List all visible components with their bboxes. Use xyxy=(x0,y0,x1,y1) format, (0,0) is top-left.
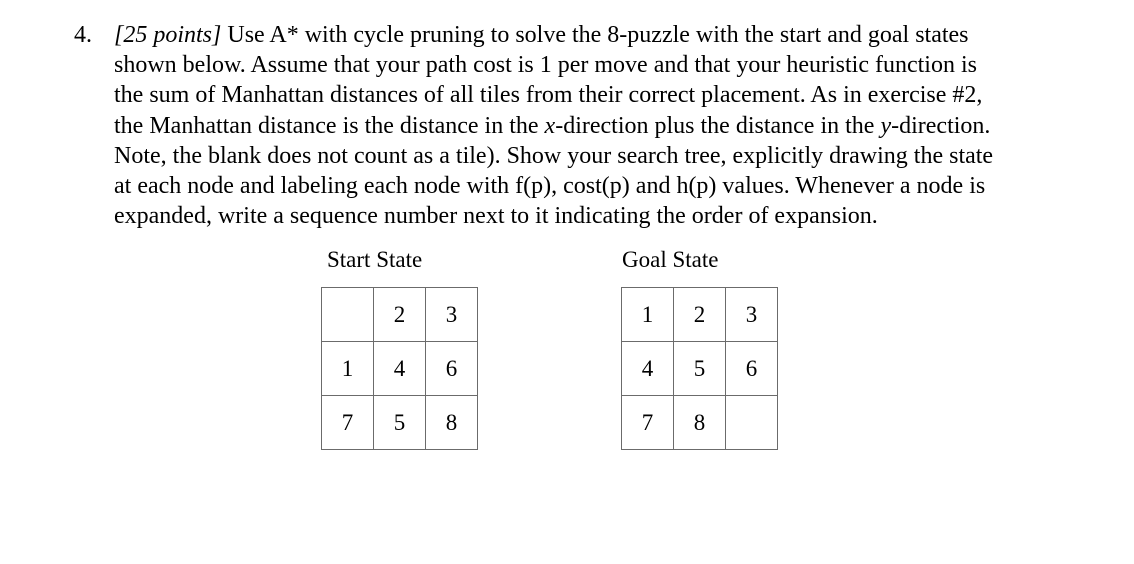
start-cell: 2 xyxy=(374,288,426,342)
question-block xyxy=(74,20,1094,231)
line-4-part-a: the Manhattan distance is the distance in the xyxy=(114,112,545,139)
question-line-1 xyxy=(114,20,1094,50)
question-points: [25 points] xyxy=(114,22,222,48)
question-line-6: at each node and labeling each node with f(p), cost(p) and h(p) values. Whenever a node is xyxy=(114,173,986,200)
line-4-y: y xyxy=(880,112,892,139)
start-cell: 4 xyxy=(374,342,426,396)
line-4-part-c: -direction. xyxy=(891,112,991,139)
start-cell: 3 xyxy=(426,288,478,342)
goal-cell: 8 xyxy=(674,396,726,450)
goal-cell: 6 xyxy=(726,342,778,396)
goal-cell: 4 xyxy=(622,342,674,396)
start-cell: 1 xyxy=(322,342,374,396)
goal-cell: 3 xyxy=(726,288,778,342)
goal-state-label: Goal State xyxy=(622,247,719,272)
question-line-3: the sum of Manhattan distances of all tiles from their correct placement. As in exercise #2, xyxy=(114,82,983,109)
question-line-4 xyxy=(114,111,1094,141)
question-text xyxy=(114,20,1094,231)
question-line-1-text: Use A* with cycle pruning to solve the 8-puzzle with the start and goal states xyxy=(221,22,969,48)
goal-cell: 7 xyxy=(622,396,674,450)
goal-cell: 5 xyxy=(674,342,726,396)
goal-state-grid xyxy=(621,287,778,450)
start-state-grid xyxy=(321,287,478,450)
question-line-5: Note, the blank does not count as a tile). Show your search tree, explicitly drawing the state xyxy=(114,142,994,169)
start-cell: 5 xyxy=(374,396,426,450)
line-4-x: x xyxy=(544,112,556,139)
question-line-2: shown below. Assume that your path cost is 1 per move and that your heuristic function is xyxy=(114,52,977,79)
start-state-label: Start State xyxy=(327,247,423,272)
start-cell: 6 xyxy=(426,342,478,396)
line-4-part-b: -direction plus the distance in the xyxy=(555,112,881,139)
question-line-7: expanded, write a sequence number next to it indicating the order of expansion. xyxy=(114,203,878,230)
goal-cell: 2 xyxy=(674,288,726,342)
start-cell: 8 xyxy=(426,396,478,450)
question-number: 4. xyxy=(74,22,92,48)
goal-cell xyxy=(726,396,778,450)
start-cell xyxy=(322,288,374,342)
start-cell: 7 xyxy=(322,396,374,450)
goal-cell: 1 xyxy=(622,288,674,342)
